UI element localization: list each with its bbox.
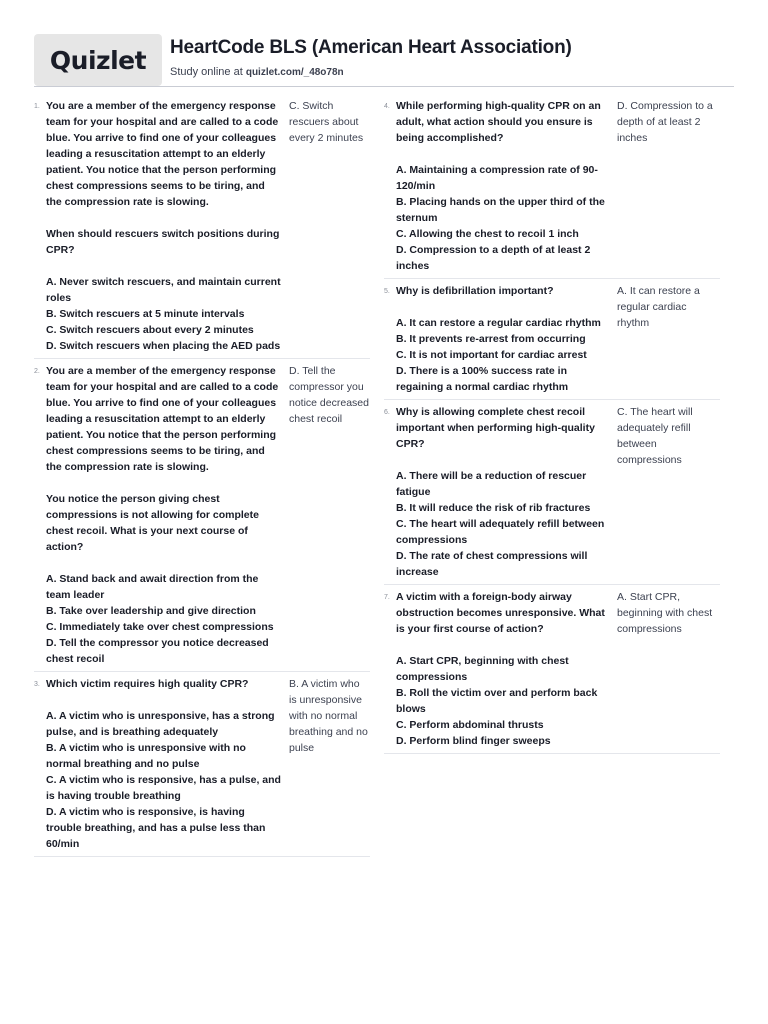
card-question xyxy=(396,94,617,278)
card-number: 5. xyxy=(384,288,390,295)
card-number: 2. xyxy=(34,368,40,375)
question-scenario: You are a member of the emergency response team for your hospital and are called to a code blue. You arrive to find one of your colleagues leading a resuscitation attempt to an elderly patient. You notice that the person performing chest compressions seems to be tiring, and the compression rate is slowing. xyxy=(46,365,279,473)
card-answer: D. Compression to a depth of at least 2 inches xyxy=(617,100,713,144)
question-options: A. A victim who is unresponsive, has a strong pulse, and is breathing adequately B. A victim who is unresponsive with no normal breathing and no pulse C. A victim who is responsive, has a pulse, and is having trouble breathing D. A victim who is responsive, is having trouble breathing, and has a pulse less than 60/min xyxy=(46,710,281,850)
question-prompt: While performing high-quality CPR on an adult, what action should you ensure is being accomplished? xyxy=(396,100,601,144)
card-answer: C. Switch rescuers about every 2 minutes xyxy=(289,100,364,144)
flashcard-3 xyxy=(34,672,370,857)
cards-column-right xyxy=(384,94,720,754)
flashcard-7 xyxy=(384,585,720,754)
card-number: 1. xyxy=(34,103,40,110)
card-answer: A. It can restore a regular cardiac rhythm xyxy=(617,285,700,329)
card-question xyxy=(396,585,617,753)
card-number: 3. xyxy=(34,681,40,688)
card-answer: A. Start CPR, beginning with chest compressions xyxy=(617,591,713,635)
card-answer: B. A victim who is unresponsive with no normal breathing and no pulse xyxy=(289,678,368,754)
study-online-label: Study online at xyxy=(170,66,243,78)
card-question xyxy=(46,672,289,856)
study-online-line xyxy=(170,66,344,78)
question-scenario: You are a member of the emergency response team for your hospital and are called to a code blue. You arrive to find one of your colleagues leading a resuscitation attempt to an elderly patient. You notice that the person performing chest compressions seems to be tiring, and the compression rate is slowing. xyxy=(46,100,279,208)
card-question xyxy=(46,94,289,358)
question-options: A. Maintaining a compression rate of 90-120/min B. Placing hands on the upper third of the sternum C. Allowing the chest to recoil 1 inch D. Compression to a depth of at least 2 inches xyxy=(396,164,605,272)
question-prompt: You notice the person giving chest compressions is not allowing for complete chest recoil. What is your next course of action? xyxy=(46,493,259,553)
card-question xyxy=(396,400,617,584)
flashcard-1 xyxy=(34,94,370,359)
question-options: A. Never switch rescuers, and maintain current roles B. Switch rescuers at 5 minute intervals C. Switch rescuers about every 2 minutes D. Switch rescuers when placing the AED pads xyxy=(46,276,281,352)
card-question xyxy=(396,279,617,399)
card-answer: D. Tell the compressor you notice decreased chest recoil xyxy=(289,365,369,425)
question-prompt: When should rescuers switch positions during CPR? xyxy=(46,228,280,256)
flashcard-6 xyxy=(384,400,720,585)
flashcard-2 xyxy=(34,359,370,672)
question-prompt: Why is allowing complete chest recoil important when performing high-quality CPR? xyxy=(396,406,595,450)
flashcard-5 xyxy=(384,279,720,400)
question-options: A. It can restore a regular cardiac rhythm B. It prevents re-arrest from occurring C. It is not important for cardiac arrest D. There is a 100% success rate in regaining a normal cardiac rhythm xyxy=(396,317,601,393)
document-header xyxy=(34,34,734,87)
card-number: 4. xyxy=(384,103,390,110)
card-number: 6. xyxy=(384,409,390,416)
cards-column-left xyxy=(34,94,370,857)
page-title: HeartCode BLS (American Heart Association) xyxy=(170,37,572,58)
card-number: 7. xyxy=(384,594,390,601)
question-options: A. Stand back and await direction from the team leader B. Take over leadership and give direction C. Immediately take over chest compressions D. Tell the compressor you notice decreased chest recoil xyxy=(46,573,274,665)
card-question xyxy=(46,359,289,671)
question-options: A. There will be a reduction of rescuer fatigue B. It will reduce the risk of rib fractures C. The heart will adequately refill between compressions D. The rate of chest compressions will increase xyxy=(396,470,605,578)
card-answer: C. The heart will adequately refill between compressions xyxy=(617,406,693,466)
quizlet-logo[interactable]: Quizlet xyxy=(34,34,162,86)
question-prompt: Why is defibrillation important? xyxy=(396,285,554,297)
study-online-link[interactable]: quizlet.com/_48o78n xyxy=(245,67,344,78)
question-options: A. Start CPR, beginning with chest compressions B. Roll the victim over and perform back blows C. Perform abdominal thrusts D. Perform blind finger sweeps xyxy=(396,655,598,747)
flashcard-4 xyxy=(384,94,720,279)
question-prompt: Which victim requires high quality CPR? xyxy=(46,678,249,690)
question-prompt: A victim with a foreign-body airway obstruction becomes unresponsive. What is your first course of action? xyxy=(396,591,605,635)
